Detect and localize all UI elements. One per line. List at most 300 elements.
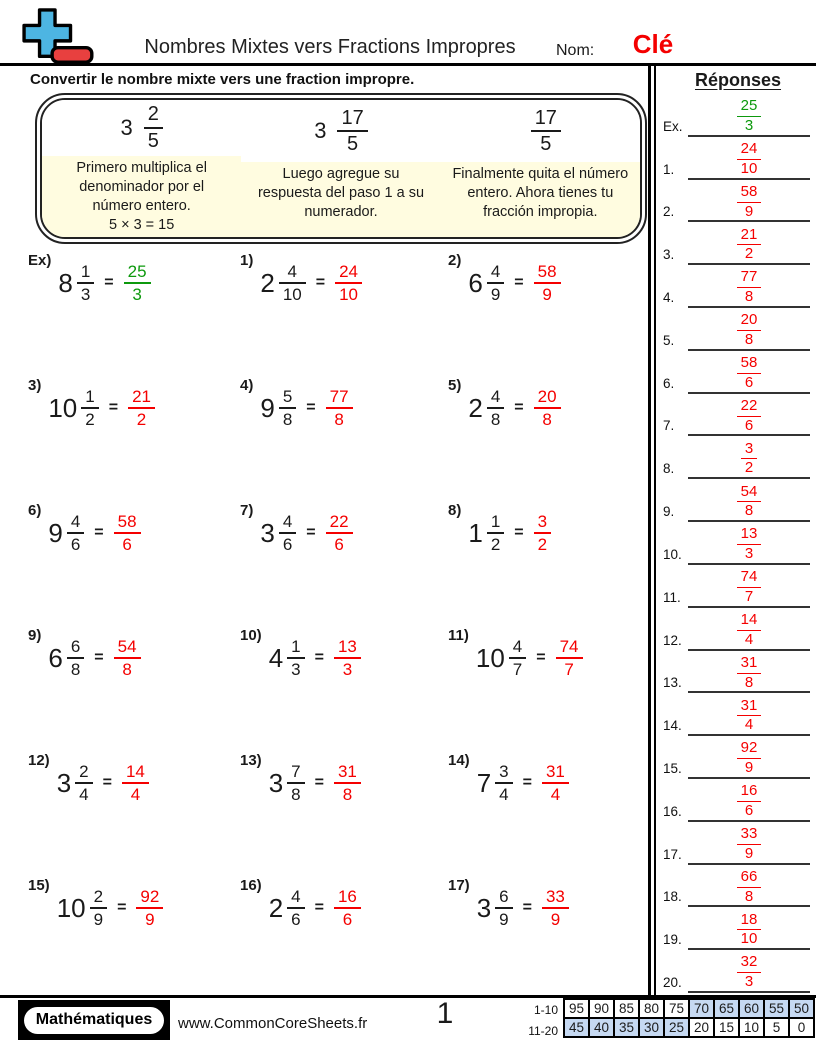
equals-sign: = bbox=[306, 524, 316, 541]
equals-sign: = bbox=[314, 774, 324, 791]
score-cell: 95 bbox=[563, 998, 590, 1019]
answer-blank-line bbox=[688, 563, 810, 565]
answer-row-fraction bbox=[737, 227, 762, 264]
answer-row-numerator: 16 bbox=[737, 783, 762, 802]
answer-row-fraction-wrap bbox=[688, 698, 810, 735]
problem-number-label: 16) bbox=[240, 877, 262, 894]
problem-whole-number: 10 bbox=[475, 642, 505, 673]
answer-denominator: 7 bbox=[564, 660, 574, 679]
answer-row bbox=[660, 396, 816, 439]
example-numerator: 17 bbox=[531, 107, 561, 132]
answer-blank-line bbox=[688, 991, 810, 993]
answer-row-fraction bbox=[737, 355, 762, 392]
example-numerator: 17 bbox=[337, 107, 367, 132]
problem-numerator: 4 bbox=[509, 637, 526, 659]
answer-fraction bbox=[122, 762, 149, 804]
answer-row-label: 6. bbox=[663, 375, 675, 391]
answer-row bbox=[660, 267, 816, 310]
answer-row-fraction-wrap bbox=[688, 184, 810, 221]
answers-list bbox=[660, 96, 816, 995]
answer-blank-line bbox=[688, 306, 810, 308]
answer-denominator: 3 bbox=[342, 660, 353, 679]
problem bbox=[230, 502, 438, 564]
answer-row-numerator: 92 bbox=[737, 740, 762, 759]
name-label: Nom: bbox=[556, 42, 595, 59]
answer-row-label: 12. bbox=[663, 632, 682, 648]
answer-row-numerator: 20 bbox=[737, 312, 762, 331]
answer-numerator: 77 bbox=[326, 387, 353, 409]
problem bbox=[18, 877, 230, 939]
answer-row-denominator: 4 bbox=[744, 630, 754, 648]
answer-row bbox=[660, 695, 816, 738]
answer-row-denominator: 8 bbox=[744, 288, 754, 306]
problem-numerator: 2 bbox=[75, 762, 92, 784]
answer-row-numerator: 31 bbox=[737, 698, 762, 717]
answer-row-denominator: 3 bbox=[744, 117, 754, 134]
example-step-description: Luego agregue su respuesta del paso 1 a su numerador. bbox=[257, 166, 425, 221]
problem-fraction bbox=[67, 512, 84, 554]
example-whole-number: 3 bbox=[314, 118, 327, 143]
equals-sign: = bbox=[522, 899, 532, 916]
answer-row bbox=[660, 481, 816, 524]
answer-denominator: 6 bbox=[122, 535, 132, 554]
problem-numerator: 4 bbox=[279, 262, 306, 284]
problem-whole-number: 9 bbox=[48, 517, 63, 548]
answer-row-denominator: 8 bbox=[744, 331, 754, 349]
problem-denominator: 4 bbox=[499, 785, 509, 804]
answer-row bbox=[660, 738, 816, 781]
score-cell: 40 bbox=[588, 1017, 615, 1038]
problem bbox=[18, 752, 230, 814]
example-fraction-stack bbox=[337, 107, 367, 156]
answer-numerator: 58 bbox=[534, 262, 561, 284]
problem-numerator: 6 bbox=[495, 887, 512, 909]
problem-number-label: 1) bbox=[240, 252, 254, 269]
answer-numerator: 54 bbox=[114, 637, 141, 659]
problem-numerator: 1 bbox=[81, 387, 98, 409]
problem-numerator: 4 bbox=[287, 887, 304, 909]
score-cell: 20 bbox=[688, 1017, 715, 1038]
problem-numerator: 6 bbox=[67, 637, 84, 659]
answer-numerator: 24 bbox=[335, 262, 362, 284]
problem bbox=[18, 502, 230, 564]
score-table bbox=[563, 998, 815, 1038]
example-step bbox=[241, 100, 440, 237]
answer-denominator: 9 bbox=[550, 910, 561, 929]
example-step-formula: 5 × 3 = 15 bbox=[109, 216, 175, 233]
answer-row-numerator: 18 bbox=[737, 912, 762, 931]
answer-numerator: 3 bbox=[534, 512, 551, 534]
example-fraction bbox=[42, 100, 241, 156]
problem-fraction bbox=[495, 762, 512, 804]
answer-blank-line bbox=[688, 777, 810, 779]
plus-minus-logo-icon bbox=[15, 7, 97, 67]
problem-whole-number: 2 bbox=[268, 892, 284, 923]
answer-row-fraction bbox=[737, 655, 762, 692]
answer-row-denominator: 9 bbox=[744, 759, 754, 777]
problem-denominator: 6 bbox=[282, 535, 293, 554]
answer-blank-line bbox=[688, 349, 810, 351]
score-cell: 75 bbox=[663, 998, 690, 1019]
problem bbox=[438, 627, 648, 689]
answer-row-numerator: 22 bbox=[737, 398, 762, 417]
answer-row-label: 16. bbox=[663, 803, 682, 819]
answer-row-numerator: 33 bbox=[737, 826, 762, 845]
equals-sign: = bbox=[315, 274, 326, 291]
answer-blank-line bbox=[688, 863, 810, 865]
answer-row-fraction-wrap bbox=[688, 141, 810, 178]
problem-whole-number: 3 bbox=[476, 892, 492, 923]
problem-denominator: 8 bbox=[490, 410, 501, 429]
answer-row-fraction-wrap bbox=[688, 912, 810, 949]
answer-row-numerator: 13 bbox=[737, 526, 762, 545]
answer-row-numerator: 21 bbox=[737, 227, 762, 246]
answer-row-numerator: 77 bbox=[737, 269, 762, 288]
problem-fraction bbox=[487, 262, 504, 304]
answer-row bbox=[660, 610, 816, 653]
example-step bbox=[441, 100, 640, 237]
answer-row bbox=[660, 182, 816, 225]
problem bbox=[438, 502, 648, 564]
answer-row-fraction-wrap bbox=[688, 398, 810, 435]
answer-row bbox=[660, 867, 816, 910]
answer-row-fraction-wrap bbox=[688, 269, 810, 306]
problem-fraction bbox=[279, 512, 296, 554]
answer-row-denominator: 7 bbox=[744, 587, 754, 605]
answer-row bbox=[660, 909, 816, 952]
problem-denominator: 9 bbox=[490, 285, 501, 304]
problem-denominator: 6 bbox=[291, 910, 301, 929]
answer-fraction bbox=[326, 512, 353, 554]
answer-numerator: 58 bbox=[114, 512, 141, 534]
answer-blank-line bbox=[688, 178, 810, 180]
problem-number-label: 6) bbox=[28, 502, 42, 519]
answer-row-fraction bbox=[737, 740, 762, 777]
answer-blank-line bbox=[688, 263, 810, 265]
answer-row-fraction-wrap bbox=[688, 526, 810, 563]
answer-row-label: 5. bbox=[663, 332, 675, 348]
example-step-description: Primero multiplica el denominador por el número entero. bbox=[76, 159, 207, 214]
problem-whole-number: 6 bbox=[48, 642, 63, 673]
example-whole-number: 3 bbox=[120, 114, 133, 140]
problem-denominator: 8 bbox=[291, 785, 301, 804]
answer-denominator: 6 bbox=[342, 910, 353, 929]
answer-row-denominator: 3 bbox=[744, 545, 754, 563]
problem-whole-number: 2 bbox=[260, 267, 275, 298]
problem-denominator: 2 bbox=[490, 535, 501, 554]
answer-blank-line bbox=[688, 820, 810, 822]
equals-sign: = bbox=[514, 274, 524, 291]
problem-denominator: 8 bbox=[70, 660, 81, 679]
answer-row-denominator: 10 bbox=[740, 930, 758, 948]
problem-numerator: 4 bbox=[279, 512, 296, 534]
answers-panel-title: Réponses bbox=[694, 70, 782, 90]
answer-fraction bbox=[556, 637, 583, 679]
problem bbox=[230, 627, 438, 689]
example-box-inner bbox=[40, 98, 642, 239]
score-cell: 35 bbox=[613, 1017, 640, 1038]
problem-fraction bbox=[279, 387, 296, 429]
answer-row-fraction bbox=[737, 954, 762, 991]
problem bbox=[230, 877, 438, 939]
answer-row-denominator: 6 bbox=[744, 801, 754, 819]
answer-row-fraction-wrap bbox=[688, 355, 810, 392]
answer-row-denominator: 8 bbox=[744, 887, 754, 905]
equals-sign: = bbox=[94, 524, 104, 541]
problem bbox=[438, 752, 648, 814]
website-link[interactable]: www.CommonCoreSheets.fr bbox=[178, 1015, 368, 1032]
problem-number-label: 8) bbox=[448, 502, 462, 519]
answer-denominator: 4 bbox=[130, 785, 141, 804]
answer-row bbox=[660, 524, 816, 567]
sidebar-divider bbox=[648, 63, 656, 995]
example-denominator: 5 bbox=[147, 129, 159, 152]
answer-row-fraction-wrap bbox=[688, 655, 810, 692]
problem-number-label: 11) bbox=[448, 627, 469, 644]
answer-denominator: 9 bbox=[542, 285, 552, 304]
answer-blank-line bbox=[688, 392, 810, 394]
problem-numerator: 1 bbox=[487, 512, 504, 534]
example-denominator: 5 bbox=[540, 133, 552, 155]
answer-row-fraction-wrap bbox=[688, 98, 810, 135]
answer-key-label: Clé bbox=[632, 29, 674, 59]
answer-fraction bbox=[128, 387, 155, 429]
score-row-2 bbox=[563, 1017, 815, 1038]
answer-numerator: 31 bbox=[542, 762, 569, 784]
problem-fraction bbox=[90, 887, 107, 929]
answer-fraction bbox=[114, 637, 141, 679]
answer-numerator: 16 bbox=[334, 887, 361, 909]
problem-whole-number: 3 bbox=[260, 517, 275, 548]
answer-blank-line bbox=[688, 649, 810, 651]
answer-numerator: 13 bbox=[334, 637, 361, 659]
problem-number-label: 2) bbox=[448, 252, 462, 269]
answer-fraction bbox=[334, 637, 361, 679]
score-cell: 15 bbox=[713, 1017, 740, 1038]
score-cell: 55 bbox=[763, 998, 790, 1019]
answer-row bbox=[660, 952, 816, 995]
answer-row-numerator: 14 bbox=[737, 612, 762, 631]
page-title: Nombres Mixtes vers Fractions Impropres bbox=[144, 36, 516, 58]
example-step-text bbox=[441, 162, 640, 237]
equals-sign: = bbox=[522, 774, 532, 791]
problem-number-label: 5) bbox=[448, 377, 462, 394]
problem-denominator: 3 bbox=[80, 285, 91, 304]
problem bbox=[18, 252, 230, 314]
answer-row-label: 20. bbox=[663, 975, 682, 990]
answer-row-fraction-wrap bbox=[688, 612, 810, 649]
answers-panel bbox=[660, 66, 816, 995]
problem bbox=[230, 252, 438, 314]
answer-numerator: 33 bbox=[542, 887, 569, 909]
problem bbox=[18, 627, 230, 689]
problem-whole-number: 3 bbox=[56, 767, 72, 798]
answer-fraction bbox=[335, 262, 362, 304]
answer-row-fraction-wrap bbox=[688, 826, 810, 863]
answer-row-fraction bbox=[737, 484, 762, 521]
problem-number-label: 10) bbox=[240, 627, 262, 644]
instruction-text: Convertir le nombre mixte vers une fraction impropre. bbox=[30, 71, 415, 88]
answer-numerator: 25 bbox=[124, 262, 151, 284]
problem-numerator: 1 bbox=[77, 262, 94, 284]
answer-row-label: 11. bbox=[663, 589, 681, 605]
score-cell: 25 bbox=[663, 1017, 690, 1038]
answer-row-numerator: 54 bbox=[737, 484, 762, 503]
example-step bbox=[42, 100, 241, 237]
answer-blank-line bbox=[688, 477, 810, 479]
answer-numerator: 22 bbox=[326, 512, 353, 534]
example-step-description: Finalmente quita el número entero. Ahora tienes tu fracción impropia. bbox=[452, 166, 629, 221]
score-cell: 70 bbox=[688, 998, 715, 1019]
equals-sign: = bbox=[108, 399, 119, 416]
answer-fraction bbox=[534, 262, 561, 304]
answer-row-fraction bbox=[737, 98, 762, 135]
answer-row-denominator: 2 bbox=[744, 245, 754, 263]
example-step-text bbox=[241, 162, 440, 237]
score-cell: 50 bbox=[788, 998, 815, 1019]
answer-denominator: 4 bbox=[550, 785, 561, 804]
answer-fraction bbox=[542, 762, 569, 804]
answer-row bbox=[660, 781, 816, 824]
answer-row-label: 2. bbox=[663, 204, 675, 220]
answer-row-numerator: 58 bbox=[737, 184, 762, 203]
answer-fraction bbox=[334, 762, 361, 804]
answer-row-label: 18. bbox=[663, 889, 682, 905]
answer-blank-line bbox=[688, 691, 810, 693]
problem-number-label: 15) bbox=[28, 877, 50, 894]
answer-row-numerator: 74 bbox=[737, 569, 762, 588]
problem-number-label: 12) bbox=[28, 752, 50, 769]
answer-row-denominator: 6 bbox=[744, 416, 754, 434]
example-fraction bbox=[241, 100, 440, 162]
problem-number-label: 3) bbox=[28, 377, 42, 394]
equals-sign: = bbox=[514, 524, 524, 541]
answer-fraction bbox=[542, 887, 569, 929]
answer-denominator: 8 bbox=[334, 410, 344, 429]
answer-row-fraction-wrap bbox=[688, 312, 810, 349]
answer-numerator: 31 bbox=[334, 762, 361, 784]
problem-fraction bbox=[81, 387, 98, 429]
answer-row-label: Ex. bbox=[663, 118, 683, 134]
problem-denominator: 3 bbox=[291, 660, 301, 679]
problem-fraction bbox=[77, 262, 94, 304]
problem-whole-number: 10 bbox=[56, 892, 86, 923]
answer-fraction bbox=[326, 387, 353, 429]
problem-numerator: 4 bbox=[487, 262, 504, 284]
answer-row-label: 14. bbox=[663, 718, 682, 734]
score-cell: 65 bbox=[713, 998, 740, 1019]
score-range-labels bbox=[512, 1000, 558, 1041]
equals-sign: = bbox=[514, 399, 524, 416]
problem-number-label: 4) bbox=[240, 377, 254, 394]
answer-fraction bbox=[136, 887, 163, 929]
answer-row-fraction-wrap bbox=[688, 227, 810, 264]
equals-sign: = bbox=[102, 774, 112, 791]
problem bbox=[18, 377, 230, 439]
problem-numerator: 2 bbox=[90, 887, 107, 909]
answer-row-fraction bbox=[737, 826, 762, 863]
problem-numerator: 4 bbox=[67, 512, 84, 534]
answer-denominator: 6 bbox=[334, 535, 344, 554]
answer-row bbox=[660, 567, 816, 610]
problem-fraction bbox=[279, 262, 306, 304]
answer-fraction bbox=[334, 887, 361, 929]
answer-row-fraction bbox=[737, 269, 762, 306]
score-range-1-10: 1-10 bbox=[533, 1003, 558, 1017]
score-cell: 5 bbox=[763, 1017, 790, 1038]
problem-numerator: 4 bbox=[487, 387, 504, 409]
answer-row bbox=[660, 96, 816, 139]
answer-row-fraction-wrap bbox=[688, 869, 810, 906]
answer-row-label: 8. bbox=[663, 461, 675, 477]
score-cell: 90 bbox=[588, 998, 615, 1019]
answer-row-fraction bbox=[737, 312, 762, 349]
answer-row-fraction bbox=[737, 141, 762, 178]
answer-row-fraction bbox=[737, 698, 762, 735]
answer-row-label: 19. bbox=[663, 932, 682, 948]
answer-row-label: 1. bbox=[663, 161, 675, 177]
answer-blank-line bbox=[688, 948, 810, 950]
equals-sign: = bbox=[104, 274, 114, 291]
answer-blank-line bbox=[688, 434, 810, 436]
brand-badge bbox=[18, 1000, 170, 1040]
answer-denominator: 2 bbox=[136, 410, 147, 429]
answer-blank-line bbox=[688, 606, 810, 608]
example-fraction-stack bbox=[144, 103, 163, 152]
answer-denominator: 2 bbox=[537, 535, 548, 554]
answer-row-denominator: 6 bbox=[744, 373, 754, 391]
problem-denominator: 2 bbox=[85, 410, 95, 429]
problem-denominator: 9 bbox=[499, 910, 509, 929]
problem-whole-number: 4 bbox=[268, 642, 284, 673]
problem-number-label: 13) bbox=[240, 752, 262, 769]
problem bbox=[438, 377, 648, 439]
answer-row-fraction bbox=[737, 869, 762, 906]
problem-denominator: 9 bbox=[93, 910, 104, 929]
score-cell: 10 bbox=[738, 1017, 765, 1038]
answer-blank-line bbox=[688, 734, 810, 736]
answer-blank-line bbox=[688, 220, 810, 222]
answer-row-numerator: 58 bbox=[737, 355, 762, 374]
answer-row-label: 7. bbox=[663, 418, 675, 434]
answer-row bbox=[660, 653, 816, 696]
answer-denominator: 9 bbox=[145, 910, 155, 929]
answer-row-denominator: 8 bbox=[744, 673, 754, 691]
answer-row-numerator: 24 bbox=[737, 141, 762, 160]
answer-numerator: 14 bbox=[122, 762, 149, 784]
example-step-text bbox=[42, 156, 241, 238]
problem-fraction bbox=[509, 637, 526, 679]
answer-row-fraction bbox=[737, 569, 762, 606]
answer-row-denominator: 3 bbox=[744, 973, 754, 991]
problem-whole-number: 9 bbox=[260, 392, 275, 423]
answer-row-denominator: 9 bbox=[744, 844, 754, 862]
answer-row-denominator: 10 bbox=[740, 159, 758, 177]
answer-row-label: 4. bbox=[663, 290, 675, 306]
problem-whole-number: 6 bbox=[468, 267, 483, 298]
problem-whole-number: 2 bbox=[468, 392, 483, 423]
answer-denominator: 8 bbox=[122, 660, 132, 679]
answer-row bbox=[660, 310, 816, 353]
example-box bbox=[35, 93, 647, 244]
problem bbox=[438, 877, 648, 939]
answer-row-numerator: 66 bbox=[737, 869, 762, 888]
equals-sign: = bbox=[117, 899, 127, 916]
problem-fraction bbox=[487, 387, 504, 429]
answer-denominator: 3 bbox=[132, 285, 142, 304]
answer-denominator: 8 bbox=[542, 410, 552, 429]
problem-denominator: 10 bbox=[282, 285, 302, 304]
